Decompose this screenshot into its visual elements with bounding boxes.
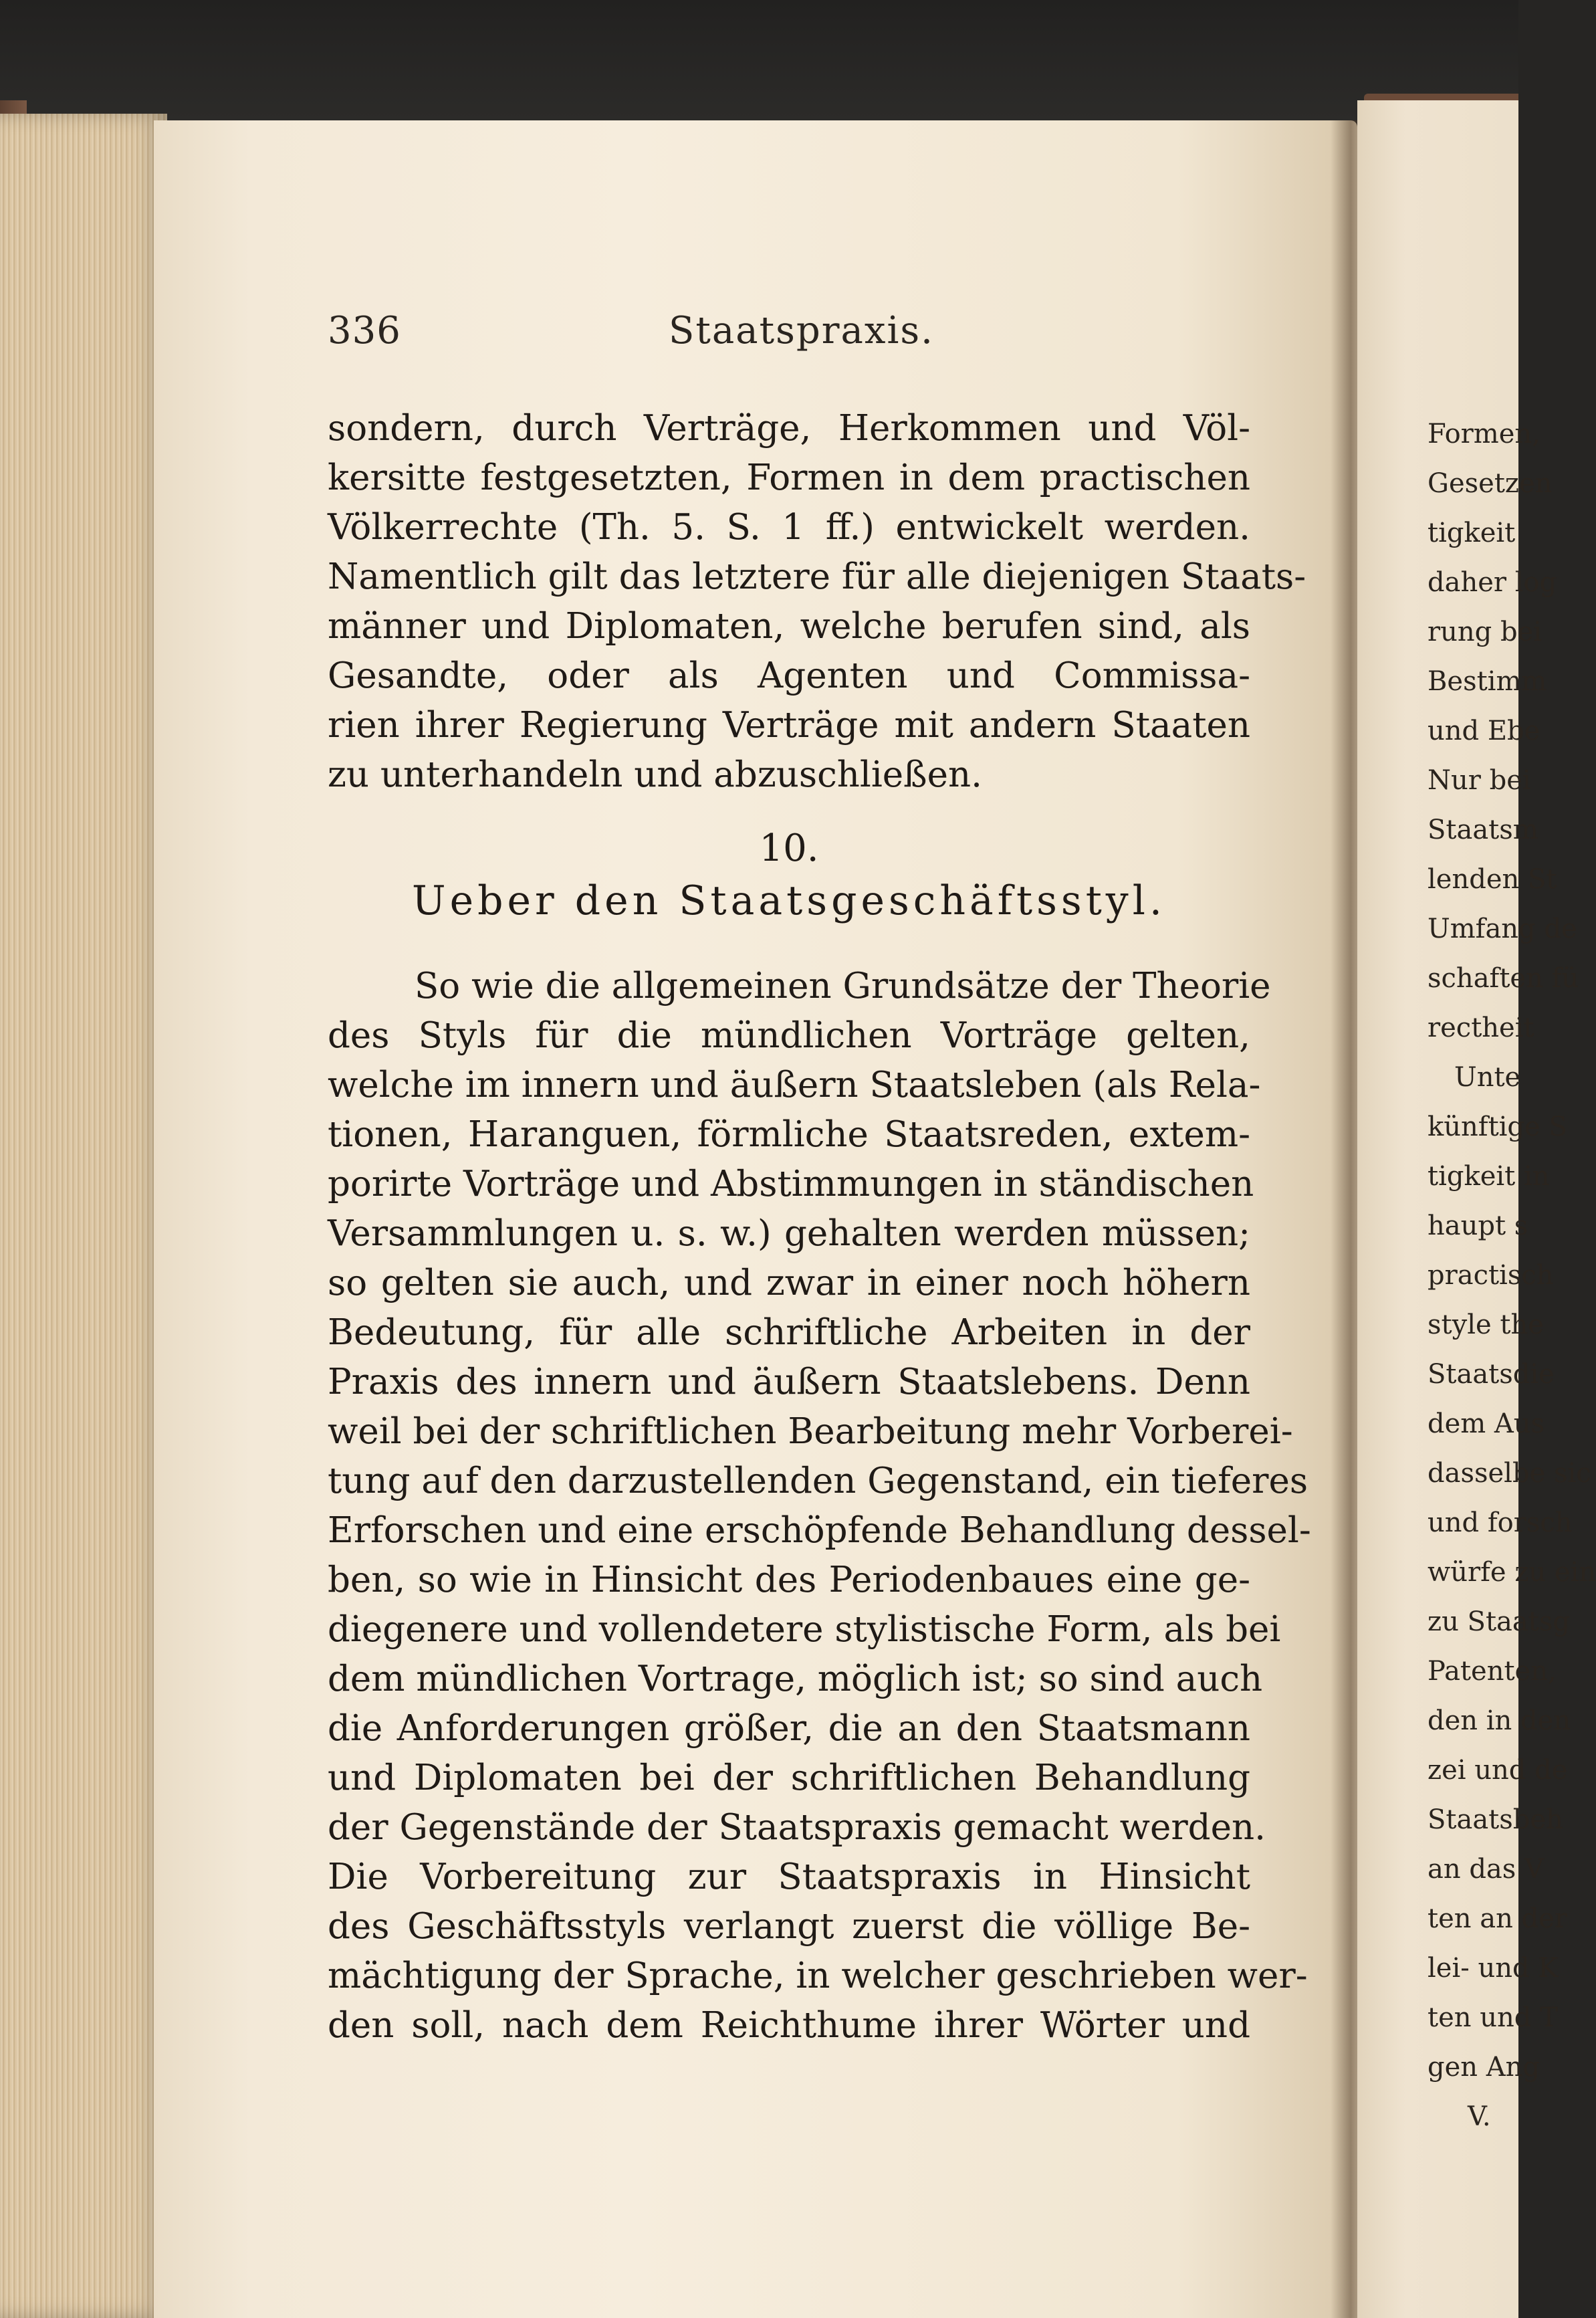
- text-line: Bedeutung, für alle schriftliche Arbeiten in der: [328, 1312, 1250, 1353]
- text-line: der Gegenstände der Staatspraxis gemacht werden.: [328, 1807, 1266, 1848]
- paragraph-1: [328, 404, 1306, 800]
- text-line: diegenere und vollendetere stylistische Form, als bei: [328, 1609, 1281, 1650]
- text-line: mächtigung der Sprache, in welcher geschrieben wer-: [328, 1956, 1308, 1996]
- right-page-line: Patenten,: [1428, 1656, 1557, 1687]
- right-page-line: Umfang de: [1428, 914, 1577, 944]
- text-line: des Styls für die mündlichen Vorträge gelten,: [328, 1015, 1250, 1056]
- section-title: Ueber den Staatsgeschäftsstyl.: [412, 877, 1166, 924]
- text-line: sondern, durch Verträge, Herkommen und Völ-: [328, 408, 1250, 449]
- right-page-line: lei- und K: [1428, 1953, 1559, 1984]
- right-page-line: haupt s: [1428, 1210, 1528, 1241]
- text-line: ben, so wie in Hinsicht des Periodenbaues eine ge-: [328, 1560, 1250, 1600]
- right-page-line: und forsch: [1428, 1507, 1573, 1538]
- text-line: so gelten sie auch, und zwar in einer noch höhern: [328, 1263, 1250, 1303]
- text-line: den soll, nach dem Reichthume ihrer Wörter und: [328, 2005, 1250, 2046]
- right-page-line: Unte: [1454, 1062, 1521, 1093]
- right-page-line: V.: [1468, 2101, 1491, 2132]
- text-line: weil bei der schriftlichen Bearbeitung mehr Vorberei-: [328, 1411, 1293, 1452]
- right-page-line: style the: [1428, 1309, 1544, 1340]
- text-line: des Geschäftsstyls verlangt zuerst die völlige Be-: [328, 1906, 1250, 1947]
- text-line: und Diplomaten bei der schriftlichen Behandlung: [328, 1758, 1250, 1798]
- right-page-line: Gesetzen: [1428, 468, 1553, 499]
- paragraph-2: [328, 962, 1311, 2050]
- right-page-line: lenden St: [1428, 864, 1557, 895]
- running-head: [328, 309, 1237, 362]
- text-line: die Anforderungen größer, die an den Staatsmann: [328, 1708, 1250, 1749]
- right-page-line: Staatsdie: [1428, 1359, 1555, 1390]
- right-page-line: ten an der: [1428, 1903, 1567, 1934]
- right-page-line: tigkeit in: [1428, 1161, 1550, 1192]
- right-page-line: den in den: [1428, 1705, 1571, 1736]
- right-page-line: dasselbe sic: [1428, 1458, 1591, 1489]
- right-page-line: daher log: [1428, 567, 1557, 598]
- right-page-line: practisch: [1428, 1260, 1554, 1291]
- page-number: 336: [328, 309, 401, 352]
- right-page-line: rectheit: [1428, 1013, 1534, 1043]
- text-line: welche im innern und äußern Staatsleben (als Rela-: [328, 1065, 1261, 1105]
- right-page-line: Formen,: [1428, 419, 1541, 449]
- right-page-line: gen Ang: [1428, 2052, 1541, 2083]
- right-page-line: Bestimm: [1428, 666, 1547, 697]
- text-line: zu unterhandeln und abzuschließen.: [328, 754, 982, 795]
- text-line: rien ihrer Regierung Verträge mit andern Staaten: [328, 705, 1250, 746]
- running-title: Staatspraxis.: [669, 309, 934, 352]
- text-line: tung auf den darzustellenden Gegenstand, ein tieferes: [328, 1461, 1308, 1501]
- right-page-line: zu Staatsg: [1428, 1606, 1570, 1637]
- text-line: porirte Vorträge und Abstimmungen in ständischen: [328, 1164, 1254, 1204]
- text-line: Namentlich gilt das letztere für alle diejenigen Staats-: [328, 556, 1306, 597]
- text-line: männer und Diplomaten, welche berufen sind, als: [328, 606, 1250, 647]
- text-line: So wie die allgemeinen Grundsätze der Theorie: [415, 966, 1271, 1007]
- text-line: kersitte festgesetzten, Formen in dem practischen: [328, 457, 1250, 498]
- right-page-line: tigkeit: [1428, 518, 1516, 548]
- text-line: Völkerrechte (Th. 5. S. 1 ff.) entwickelt werden.: [328, 507, 1250, 548]
- right-page-line: rung bei: [1428, 617, 1543, 647]
- text-line: Versammlungen u. s. w.) gehalten werden müssen;: [328, 1213, 1250, 1254]
- right-page-line: Staatsm: [1428, 815, 1538, 845]
- right-page-line: schaften fü: [1428, 963, 1579, 994]
- right-page-text: [1428, 409, 1596, 2141]
- text-line: Die Vorbereitung zur Staatspraxis in Hinsicht: [328, 1857, 1250, 1897]
- text-line: Gesandte, oder als Agenten und Commissa-: [328, 655, 1250, 696]
- text-line: tionen, Haranguen, förmliche Staatsreden, extem-: [328, 1114, 1250, 1155]
- right-page-line: ten und T: [1428, 2002, 1558, 2033]
- page-edges: [0, 114, 167, 2318]
- right-page-line: Nur bei: [1428, 765, 1531, 796]
- section-number: 10.: [759, 827, 819, 870]
- text-line: Praxis des innern und äußern Staatslebens. Denn: [328, 1362, 1250, 1402]
- text-line: Erforschen und eine erschöpfende Behandlung dessel-: [328, 1510, 1311, 1551]
- right-page-line: zei und de: [1428, 1755, 1568, 1786]
- right-page-line: an das V: [1428, 1854, 1544, 1885]
- right-page-line: künftige S: [1428, 1112, 1567, 1142]
- right-page-line: und Ebe: [1428, 716, 1541, 746]
- right-page-line: würfe zu ein: [1428, 1557, 1596, 1588]
- right-page-line: Staatsbeh: [1428, 1804, 1563, 1835]
- text-line: dem mündlichen Vortrage, möglich ist; so sind auch: [328, 1659, 1263, 1699]
- right-page-line: dem Aus: [1428, 1408, 1545, 1439]
